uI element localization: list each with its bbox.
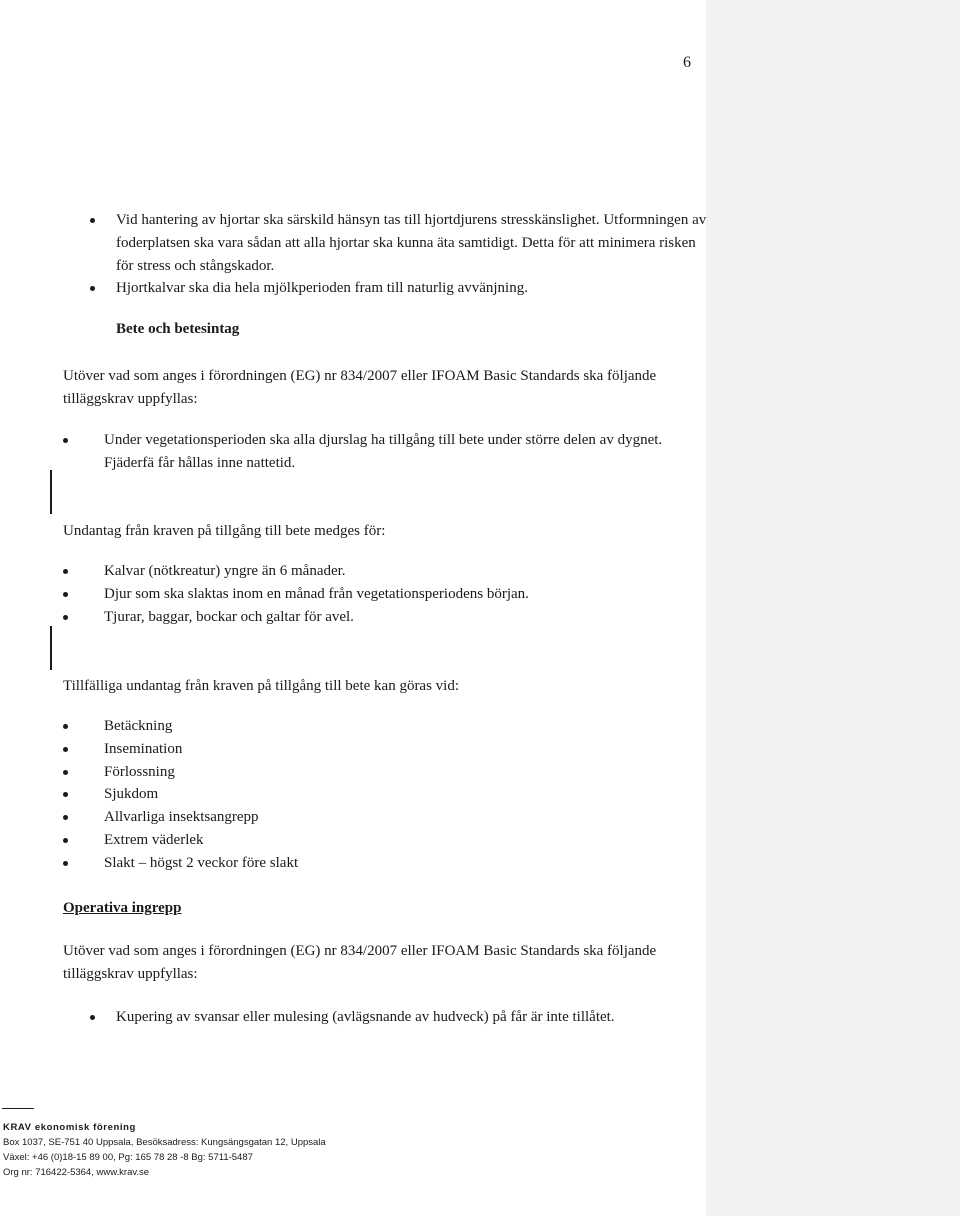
list-item: Sjukdom — [104, 783, 704, 806]
footer-phone: Växel: +46 (0)18-15 89 00, Pg: 165 78 28 -8 Bg: 5711-5487 — [3, 1152, 253, 1163]
temporary-intro-paragraph: Tillfälliga undantag från kraven på tillgång till bete kan göras vid: — [63, 678, 460, 694]
exceptions-list — [104, 560, 704, 628]
list-item: Under vegetationsperioden ska alla djurslag ha tillgång till bete under större delen av dygnet. Fjäderfä får hållas inne nattetid. — [104, 429, 704, 475]
list-item: Djur som ska slaktas inom en månad från vegetationsperiodens början. — [104, 583, 704, 606]
list-item: Förlossning — [104, 761, 704, 784]
list-item: Vid hantering av hjortar ska särskild hänsyn tas till hjortdjurens stresskänslighet. Utformningen av foderplatsen ska vara sådan att alla hjortar ska kunna äta samtidigt. Detta för att minimera risken för stress och stångskador. — [116, 209, 716, 277]
list-item: Extrem väderlek — [104, 829, 704, 852]
temporary-exceptions-list — [104, 715, 704, 875]
footer-org-number: Org nr: 716422-5364, www.krav.se — [3, 1167, 150, 1178]
revision-change-bar — [50, 626, 52, 670]
footer-rule — [2, 1108, 34, 1109]
bete-intro-paragraph: Utöver vad som anges i förordningen (EG) nr 834/2007 eller IFOAM Basic Standards ska följande tilläggskrav uppfyllas: — [63, 368, 657, 407]
bete-bullet-list — [104, 429, 704, 475]
list-item: Betäckning — [104, 715, 704, 738]
exceptions-intro-paragraph: Undantag från kraven på tillgång till bete medges för: — [63, 523, 386, 539]
list-item: Kalvar (nötkreatur) yngre än 6 månader. — [104, 560, 704, 583]
footer-org-name: KRAV ekonomisk förening — [3, 1122, 136, 1133]
list-item: Slakt – högst 2 veckor före slakt — [104, 852, 704, 875]
comment-margin-pane — [706, 0, 960, 1216]
footer-address: Box 1037, SE-751 40 Uppsala, Besöksadress: Kungsängsgatan 12, Uppsala — [3, 1137, 326, 1148]
list-item: Tjurar, baggar, bockar och galtar för avel. — [104, 606, 704, 629]
heading-bete-och-betesintag: Bete och betesintag — [116, 321, 240, 337]
operativa-bullet-list — [116, 1006, 716, 1029]
list-item: Kupering av svansar eller mulesing (avlägsnande av hudveck) på får är inte tillåtet. — [116, 1006, 716, 1029]
page-number: 6 — [683, 54, 691, 71]
list-item: Allvarliga insektsangrepp — [104, 806, 704, 829]
top-bullet-list — [116, 209, 716, 300]
list-item: Insemination — [104, 738, 704, 761]
heading-operativa-ingrepp: Operativa ingrepp — [63, 900, 182, 916]
footer — [3, 1120, 326, 1180]
list-item: Hjortkalvar ska dia hela mjölkperioden fram till naturlig avvänjning. — [116, 277, 716, 300]
revision-change-bar — [50, 470, 52, 514]
operativa-intro-paragraph: Utöver vad som anges i förordningen (EG) nr 834/2007 eller IFOAM Basic Standards ska följande tilläggskrav uppfyllas: — [63, 943, 657, 982]
